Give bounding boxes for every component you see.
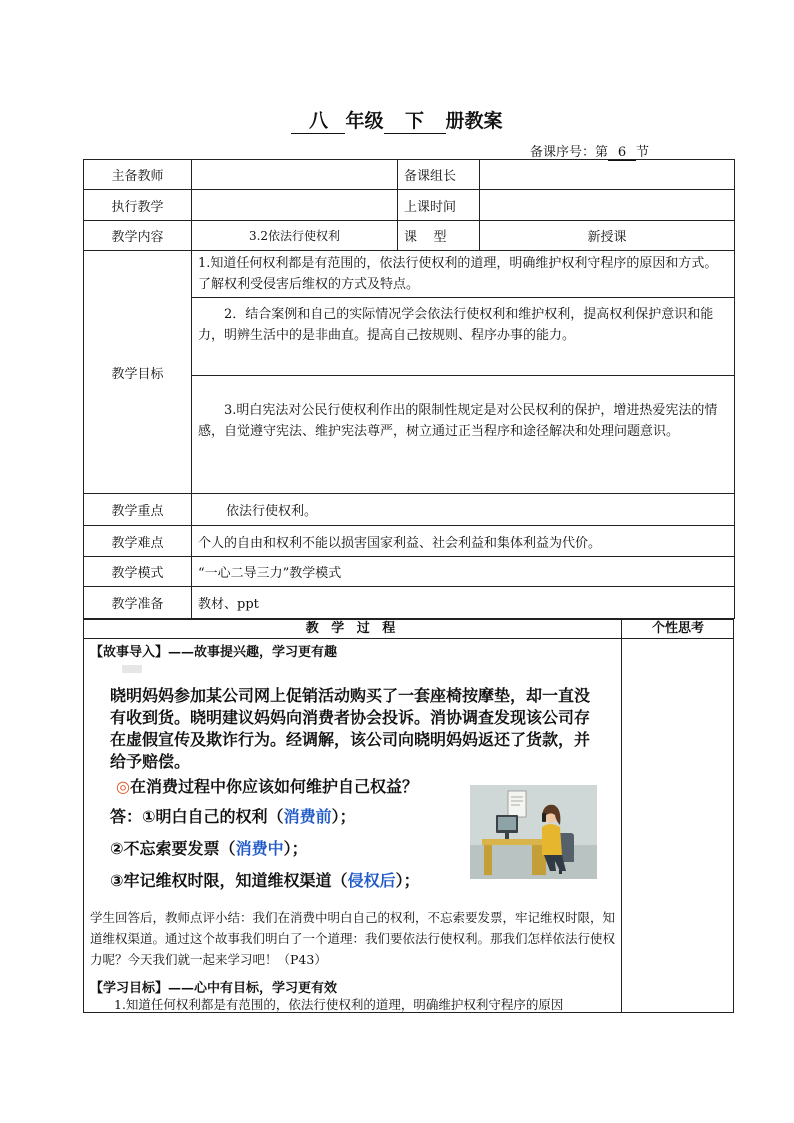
- answer-2: [110, 836, 308, 859]
- row-exec-teacher: [84, 190, 735, 221]
- row-difficulty: [84, 526, 735, 557]
- slide-artifact: [122, 665, 142, 673]
- row-content: [84, 221, 735, 251]
- learning-goal-1: 1.知道任何权利都是有范围的，依法行使权利的道理，明确维护权利守程序的原因: [114, 997, 564, 1012]
- grade-value: 八: [308, 110, 328, 132]
- difficulty-label: 教学难点: [84, 526, 192, 557]
- row-lead-teacher: [84, 160, 735, 190]
- prep-label: 教学准备: [84, 587, 192, 619]
- key-point-label: 教学重点: [84, 494, 192, 526]
- answer-3-end: ）；: [395, 871, 420, 890]
- goal-1: 1.知道任何权利都是有范围的，依法行使权利的道理，明确维护权利守程序的原因和方式。了解权利受侵害后维权的方式及特点。: [192, 251, 735, 298]
- group-leader-label: 备课组长: [398, 160, 480, 190]
- lead-teacher-label: 主备教师: [84, 160, 192, 190]
- process-heading: 教 学 过 程: [84, 620, 621, 639]
- exec-teacher-field[interactable]: [192, 190, 398, 221]
- grade-blank: [291, 106, 345, 134]
- answer-2-text: ②不忘索要发票（: [110, 839, 236, 858]
- personal-thoughts-heading: 个性思考: [621, 620, 734, 639]
- answer-2-end: ）；: [283, 839, 308, 858]
- story-question: [116, 774, 418, 797]
- page-title: [0, 106, 794, 134]
- question-text: 在消费过程中你应该如何维护自己权益？: [129, 777, 418, 796]
- content-label: 教学内容: [84, 221, 192, 251]
- story-text: 晓明妈妈参加某公司网上促销活动购买了一套座椅按摩垫，却一直没有收到货。晓明建议妈妈向消费者协会投诉。消协调查发现该公司存在虚假宣传及欺诈行为。经调解，该公司向晓明妈妈返还了货款，并给予赔偿。: [110, 686, 591, 771]
- teaching-process: [83, 619, 734, 1013]
- exec-teacher-label: 执行教学: [84, 190, 192, 221]
- lesson-info-table: [83, 159, 735, 619]
- grade-suffix: 年级: [345, 110, 384, 132]
- circle-bullet-icon: ◎: [116, 777, 130, 796]
- mode-value: “一心二导三力”教学模式: [192, 557, 735, 587]
- goal-2: 2．结合案例和自己的实际情况学会依法行使权利和维护权利，提高权利保护意识和能力，明辨生活中的是非曲直。提高自己按规则、程序办事的能力。: [192, 298, 735, 376]
- learning-goals-title: 【学习目标】——心中有目标，学习更有效: [90, 981, 338, 996]
- answer-1-highlight: 消费前: [283, 807, 332, 826]
- serial-number: 6: [608, 145, 636, 161]
- lesson-type-label: 课 型: [398, 221, 480, 251]
- personal-thoughts-column: [621, 638, 734, 1012]
- content-value: 3.2依法行使权利: [192, 221, 398, 251]
- class-time-field[interactable]: [480, 190, 735, 221]
- answer-1-end: ）；: [331, 807, 356, 826]
- row-prep: [84, 587, 735, 619]
- class-time-label: 上课时间: [398, 190, 480, 221]
- term-blank: [384, 106, 446, 134]
- story-intro-title: 【故事导入】——故事提兴趣，学习更有趣: [90, 645, 338, 660]
- answer-3: [110, 868, 420, 891]
- teacher-summary: 学生回答后，教师点评小结：我们在消费中明白自己的权利，不忘索要发票，牢记维权时限，知道维权渠道。通过这个故事我们明白了一个道理：我们要依法行使权利。那我们怎样依法行使权力呢？今天我们就一起来学习吧！（P43）: [90, 910, 616, 967]
- answer-1-text: 答：①明白自己的权利（: [110, 807, 284, 826]
- goals-label: 教学目标: [84, 251, 192, 494]
- lead-teacher-field[interactable]: [192, 160, 398, 190]
- goal-3: 3.明白宪法对公民行使权利作出的限制性规定是对公民权利的保护，增进热爱宪法的情感，自觉遵守宪法、维护宪法尊严，树立通过正当程序和途径解决和处理问题意识。: [192, 376, 735, 494]
- answer-3-text: ③牢记维权时限，知道维权渠道（: [110, 871, 348, 890]
- difficulty-value: 个人的自由和权利不能以损害国家利益、社会利益和集体利益为代价。: [192, 526, 735, 557]
- group-leader-field[interactable]: [480, 160, 735, 190]
- lesson-serial: [530, 141, 649, 161]
- mode-label: 教学模式: [84, 557, 192, 587]
- row-mode: [84, 557, 735, 587]
- serial-prefix: 备课序号：第: [530, 145, 609, 160]
- term-value: 下: [404, 110, 424, 132]
- key-point-value: 依法行使权利。: [192, 494, 735, 526]
- consumer-complaint-illustration: [470, 785, 597, 879]
- row-goal-1: [84, 251, 735, 298]
- answer-3-highlight: 侵权后: [347, 871, 396, 890]
- serial-suffix: 节: [636, 145, 650, 160]
- lesson-type-value: 新授课: [480, 221, 735, 251]
- row-key-point: [84, 494, 735, 526]
- term-suffix: 册教案: [445, 110, 503, 132]
- answer-2-highlight: 消费中: [235, 839, 284, 858]
- answer-1: [110, 804, 356, 827]
- prep-value: 教材、ppt: [192, 587, 735, 619]
